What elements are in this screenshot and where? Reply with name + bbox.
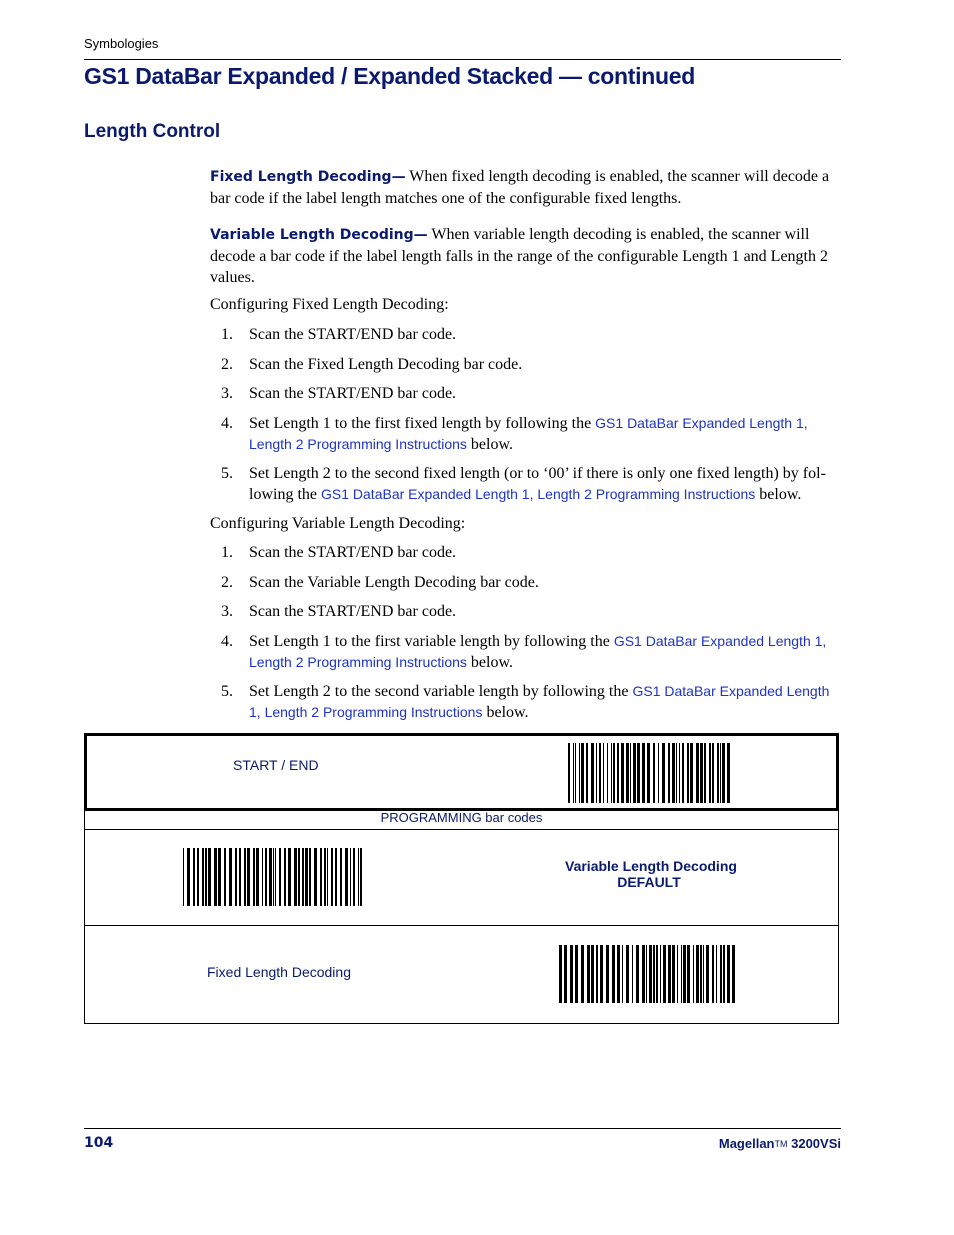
barcode-bar: [581, 945, 584, 1003]
barcode-bar: [350, 848, 351, 906]
list-number: 5.: [221, 465, 233, 482]
barcode-bar: [649, 945, 652, 1003]
barcode-bar: [668, 743, 670, 803]
barcode-bar: [294, 848, 297, 906]
barcode-bar: [197, 848, 199, 906]
barcode-bar: [284, 848, 286, 906]
barcode-bar: [586, 743, 588, 803]
barcode-bar: [600, 945, 603, 1003]
barcode-bar: [613, 743, 615, 803]
barcode-bar: [642, 743, 645, 803]
barcode-bar: [265, 848, 267, 906]
barcode-bar: [247, 848, 250, 906]
barcode-bar: [302, 848, 304, 906]
barcode-bar: [345, 848, 348, 906]
list-number: 1.: [221, 544, 233, 561]
list-number: 1.: [221, 326, 233, 343]
list-text-pre: Set Length 2 to the second fixed length (or to ‘00’ if there is only one fixed length) by fol-lowing the: [249, 465, 826, 503]
list-item: [221, 324, 843, 345]
barcode-bar: [703, 945, 704, 1003]
barcode-bar: [676, 743, 677, 803]
barcode-bar: [633, 743, 636, 803]
barcode-bar: [704, 743, 706, 803]
start-end-barcode[interactable]: [568, 743, 732, 803]
fixed-length-text: When fixed length decoding is enabled, the scanner will decode a bar code if the label length matches one of the configurable fixed lengths.: [210, 168, 830, 207]
barcode-bar: [596, 743, 597, 803]
barcode-bar: [360, 848, 362, 906]
list-item: [221, 631, 843, 673]
barcode-bar: [617, 743, 619, 803]
start-end-label: START / END: [233, 757, 319, 773]
barcode-bar: [663, 945, 666, 1003]
barcode-bar: [358, 848, 359, 906]
barcode-bar: [579, 743, 580, 803]
barcode-bar: [687, 945, 690, 1003]
barcode-bar: [275, 848, 276, 906]
list-item: [221, 542, 843, 563]
barcode-bar: [269, 848, 272, 906]
variable-length-text: When variable length decoding is enabled, the scanner will decode a bar code if the label length falls in the range of the configurable Length 1 and Length 2 values.: [210, 226, 828, 286]
barcode-bar: [314, 848, 317, 906]
list-number: 5.: [221, 683, 233, 700]
barcode-bar: [690, 743, 693, 803]
list-item: [221, 463, 843, 505]
list-text: Scan the START/END bar code.: [249, 603, 457, 620]
barcode-bar: [709, 743, 711, 803]
barcode-bar: [636, 945, 639, 1003]
row-separator: [84, 925, 839, 926]
barcode-bar: [208, 848, 211, 906]
barcode-bar: [235, 848, 237, 906]
variable-length-barcode[interactable]: [183, 848, 363, 906]
row-separator: [84, 829, 839, 830]
barcode-bar: [229, 848, 232, 906]
barcode-bar: [622, 945, 623, 1003]
fixed-length-paragraph: [210, 166, 843, 209]
variable-length-label-line1: Variable Length Decoding: [565, 858, 737, 874]
barcode-bar: [262, 848, 263, 906]
programming-instructions-link[interactable]: GS1 DataBar Expanded Length 1, Length 2 Programming Instructions: [249, 633, 827, 670]
barcode-bar: [617, 945, 620, 1003]
barcode-bar: [335, 848, 337, 906]
header-rule: [84, 59, 841, 60]
barcode-bar: [244, 848, 246, 906]
barcode-bar: [679, 743, 680, 803]
running-header: Symbologies: [84, 36, 159, 51]
programming-label: PROGRAMMING bar codes: [380, 810, 543, 825]
barcode-bar: [568, 743, 570, 803]
barcode-bar: [668, 945, 671, 1003]
barcode-bar: [683, 945, 686, 1003]
product-model: 3200VSi: [787, 1136, 841, 1151]
list-item: [221, 572, 843, 593]
programming-instructions-link[interactable]: GS1 DataBar Expanded Length 1, Length 2 Programming Instructions: [249, 415, 808, 452]
barcode-bar: [591, 945, 594, 1003]
section-title: Length Control: [84, 121, 221, 142]
barcode-bar: [581, 743, 584, 803]
list-text: [249, 631, 843, 673]
fixed-length-term: Fixed Length Decoding—: [210, 169, 406, 185]
barcode-bar: [621, 743, 624, 803]
trademark-mark: TM: [774, 1139, 788, 1149]
barcode-bar: [630, 743, 631, 803]
page-number: 104: [84, 1135, 114, 1151]
barcode-bar: [653, 945, 655, 1003]
barcode-bar: [193, 848, 195, 906]
list-text-post: below.: [466, 654, 513, 671]
barcode-bar: [687, 743, 689, 803]
variable-intro: Configuring Variable Length Decoding:: [210, 515, 466, 532]
list-text: Scan the START/END bar code.: [249, 385, 457, 402]
barcode-bar: [658, 743, 659, 803]
default-label: DEFAULT: [617, 874, 681, 890]
barcode-bar: [656, 945, 658, 1003]
programming-instructions-link[interactable]: GS1 DataBar Expanded Length 1, Length 2 Programming Instructions: [321, 486, 756, 502]
barcode-bar: [570, 945, 573, 1003]
list-number: 2.: [221, 356, 233, 373]
barcode-bar: [681, 945, 682, 1003]
list-text: [249, 413, 843, 455]
barcode-bar: [646, 945, 647, 1003]
list-number: 3.: [221, 603, 233, 620]
barcode-bar: [599, 743, 601, 803]
list-number: 4.: [221, 633, 233, 650]
list-text-pre: Set Length 2 to the second variable length by following the: [249, 683, 633, 700]
barcode-bar: [723, 945, 725, 1003]
barcode-bar: [564, 945, 567, 1003]
barcode-bar: [273, 848, 274, 906]
barcode-bar: [596, 945, 598, 1003]
barcode-bar: [288, 848, 291, 906]
barcode-bar: [720, 743, 721, 803]
list-item: [221, 383, 843, 404]
barcode-bar: [559, 945, 562, 1003]
barcode-bar: [309, 848, 311, 906]
barcode-bar: [353, 848, 355, 906]
barcode-bar: [693, 945, 694, 1003]
barcode-bar: [591, 743, 594, 803]
list-text-post: below.: [482, 704, 529, 721]
list-item: [221, 413, 843, 455]
barcode-bar: [727, 743, 730, 803]
barcode-bar: [637, 743, 640, 803]
barcode-bar: [672, 743, 675, 803]
barcode-bar: [611, 743, 612, 803]
barcode-bar: [606, 945, 609, 1003]
fixed-intro: Configuring Fixed Length Decoding:: [210, 296, 449, 313]
barcode-bar: [603, 743, 604, 803]
list-text: [249, 681, 843, 723]
barcode-bar: [324, 848, 326, 906]
barcode-bar: [722, 743, 725, 803]
barcode-bar: [647, 743, 650, 803]
barcode-bar: [239, 848, 241, 906]
variable-length-paragraph: [210, 224, 843, 288]
barcode-bar: [331, 848, 333, 906]
list-text-post: below.: [466, 436, 513, 453]
list-text: Scan the Fixed Length Decoding bar code.: [249, 356, 523, 373]
barcode-bar: [202, 848, 204, 906]
barcode-bar: [298, 848, 300, 906]
barcode-bar: [224, 848, 226, 906]
list-text: Scan the Variable Length Decoding bar code.: [249, 574, 539, 591]
list-text-post: below.: [755, 486, 802, 503]
barcode-bar: [327, 848, 328, 906]
barcode-bar: [662, 743, 665, 803]
product-brand: Magellan: [718, 1136, 775, 1151]
barcode-bar: [716, 945, 717, 1003]
barcode-bar: [214, 848, 217, 906]
page-title: GS1 DataBar Expanded / Expanded Stacked — continued: [84, 63, 695, 89]
barcode-bar: [717, 743, 719, 803]
barcode-bar: [305, 848, 308, 906]
barcode-bar: [672, 945, 675, 1003]
programming-instructions-link[interactable]: GS1 DataBar Expanded Length 1, Length 2 Programming Instructions: [249, 683, 830, 720]
barcode-bar: [218, 848, 221, 906]
list-item: [221, 601, 843, 622]
barcode-bar: [712, 743, 714, 803]
list-number: 2.: [221, 574, 233, 591]
barcode-bar: [732, 945, 735, 1003]
barcode-bar: [573, 743, 574, 803]
barcode-bar: [696, 945, 699, 1003]
list-text-pre: Set Length 1 to the first fixed length by following the: [249, 415, 596, 432]
barcode-bar: [253, 848, 255, 906]
barcode-bar: [700, 743, 703, 803]
variable-length-term: Variable Length Decoding—: [210, 227, 428, 243]
list-text: [249, 463, 843, 505]
barcode-bar: [712, 945, 714, 1003]
barcode-bar: [187, 848, 190, 906]
variable-length-label: [565, 858, 737, 890]
barcode-bar: [632, 945, 633, 1003]
list-text: Scan the START/END bar code.: [249, 326, 457, 343]
barcode-bar: [575, 945, 578, 1003]
product-name: [719, 1136, 841, 1151]
barcode-bar: [607, 743, 608, 803]
barcode-bar: [727, 945, 730, 1003]
barcode-bar: [626, 743, 629, 803]
fixed-length-label: Fixed Length Decoding: [207, 964, 351, 980]
list-text-pre: Set Length 1 to the first variable length by following the: [249, 633, 614, 650]
footer-rule: [84, 1128, 841, 1129]
list-number: 4.: [221, 415, 233, 432]
barcode-bar: [677, 945, 678, 1003]
barcode-bar: [660, 945, 661, 1003]
barcode-bar: [279, 848, 281, 906]
barcode-bar: [320, 848, 322, 906]
barcode-bar: [575, 743, 576, 803]
list-item: [221, 354, 843, 375]
list-number: 3.: [221, 385, 233, 402]
barcode-bar: [205, 848, 207, 906]
barcode-bar: [682, 743, 684, 803]
barcode-bar: [612, 945, 615, 1003]
barcode-bar: [256, 848, 259, 906]
barcode-bar: [642, 945, 645, 1003]
barcode-bar: [720, 945, 722, 1003]
barcode-bar: [183, 848, 184, 906]
barcode-bar: [696, 743, 699, 803]
barcode-bar: [626, 945, 629, 1003]
list-item: [221, 681, 843, 723]
fixed-length-barcode[interactable]: [559, 945, 739, 1003]
barcode-bar: [700, 945, 702, 1003]
list-text: Scan the START/END bar code.: [249, 544, 457, 561]
barcode-bar: [587, 945, 590, 1003]
barcode-bar: [706, 945, 709, 1003]
barcode-bar: [340, 848, 342, 906]
barcode-bar: [653, 743, 655, 803]
